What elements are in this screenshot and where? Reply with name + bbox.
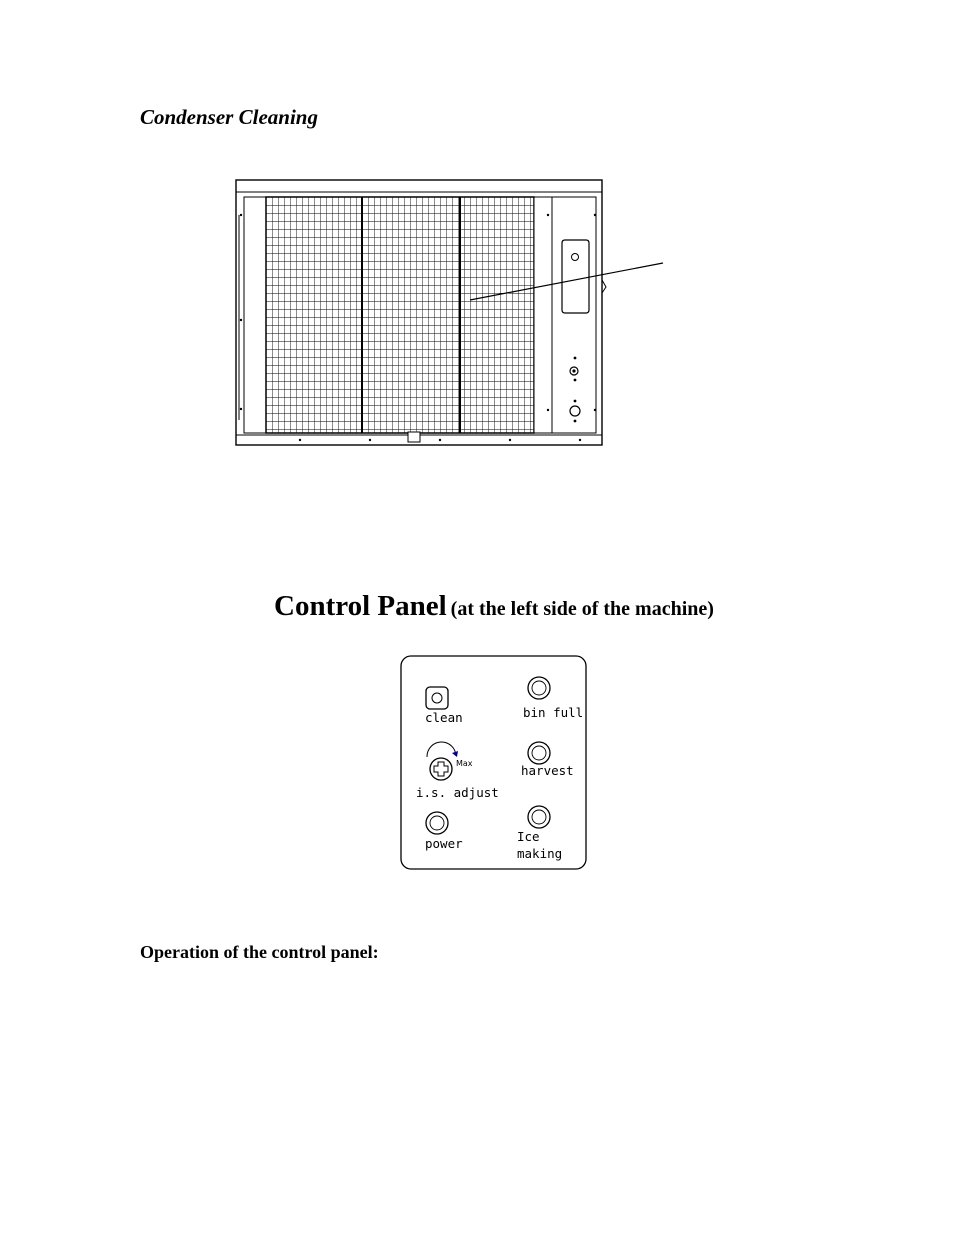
ice-making-label-line1: Ice [517, 829, 540, 844]
condenser-grid [266, 197, 534, 433]
is-adjust-label: i.s. adjust [416, 785, 499, 800]
power-indicator-icon [426, 812, 448, 834]
control-panel-title [274, 590, 714, 623]
control-panel-title-main: Control Panel [274, 590, 447, 622]
harvest-indicator-icon [528, 742, 550, 764]
control-panel-cutout [562, 240, 589, 313]
power-label: power [425, 836, 463, 851]
condenser-cleaning-heading: Condenser Cleaning [140, 105, 318, 129]
bin-full-label: bin full [523, 705, 584, 720]
bin-full-indicator-icon [528, 677, 550, 699]
ice-making-label-line2: making [517, 846, 563, 861]
operation-heading: Operation of the control panel: [140, 942, 379, 962]
clean-label: clean [425, 710, 463, 725]
max-label: Max [456, 759, 473, 768]
control-panel-title-sub: (at the left side of the machine) [450, 598, 714, 620]
ice-making-indicator-icon [528, 806, 550, 828]
left-side-panel [244, 197, 266, 433]
clean-button-icon [426, 687, 448, 709]
control-panel-diagram [398, 654, 590, 874]
harvest-label: harvest [521, 763, 574, 778]
condenser-diagram [230, 175, 670, 455]
right-side-panel [552, 197, 596, 433]
